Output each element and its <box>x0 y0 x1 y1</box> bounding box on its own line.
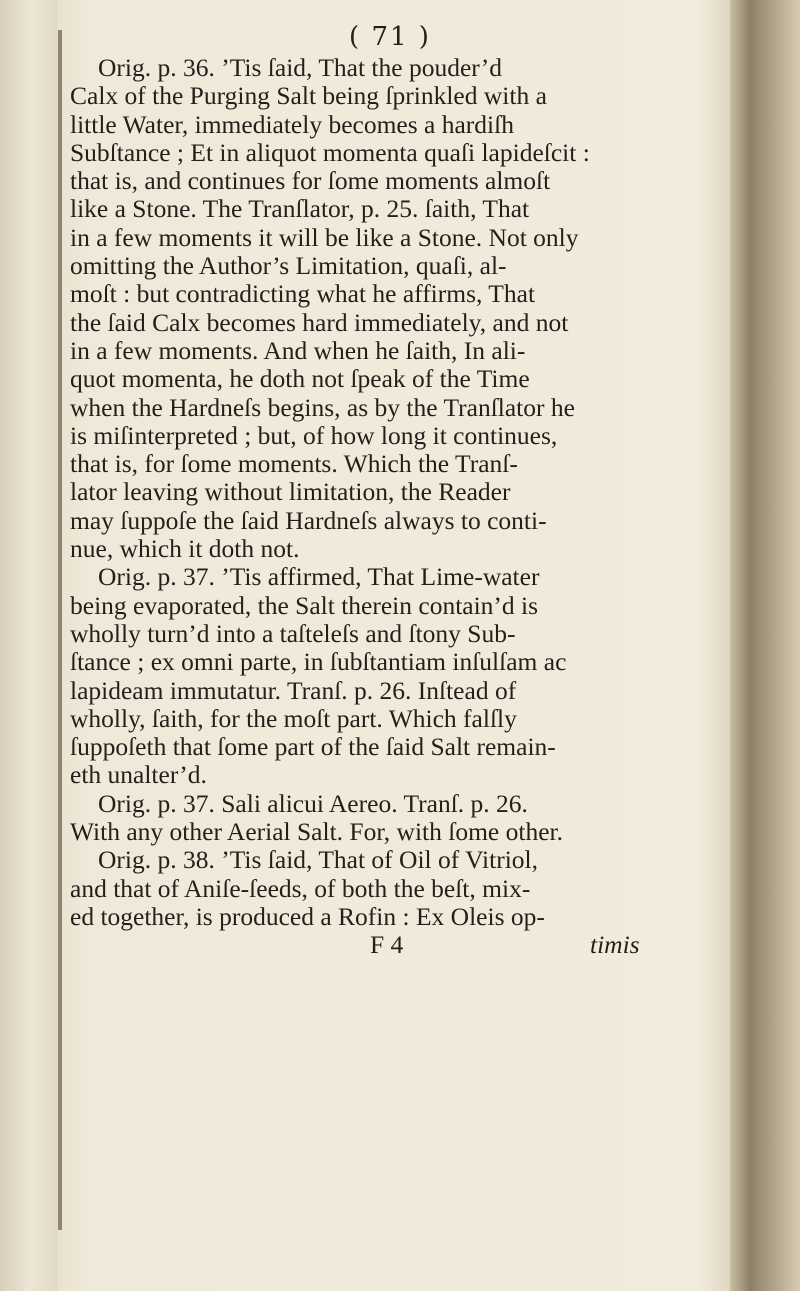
text-line: may ſuppoſe the ſaid Hardneſs always to conti- <box>70 505 547 535</box>
page-number: ( 71 ) <box>349 22 431 52</box>
text-line: being evaporated, the Salt therein contain’d is <box>70 590 539 620</box>
text-line: ed together, is produced a Rofin : Ex Oleis op- <box>70 901 545 931</box>
text-line: ſuppoſeth that ſome part of the ſaid Salt remain- <box>70 732 556 762</box>
text-line: nue, which it doth not. <box>70 534 300 564</box>
text-line: Orig. p. 36. ’Tis ſaid, That the pouder’d <box>98 53 502 82</box>
page-text <box>70 22 710 959</box>
text-line: Orig. p. 38. ’Tis ſaid, That of Oil of Vitriol, <box>98 845 538 875</box>
catchword: timis <box>590 930 640 960</box>
text-line: little Water, immediately becomes a hardiſh <box>70 109 514 139</box>
text-line: With any other Aerial Salt. For, with ſome other. <box>70 817 563 847</box>
binding-fold <box>58 30 62 1230</box>
text-line: that is, and continues for ſome moments almoſt <box>70 166 551 196</box>
text-line: in a few moments. And when he ſaith, In ali- <box>70 335 526 365</box>
text-line: in a few moments it will be like a Stone. Not only <box>70 222 579 252</box>
text-line: and that of Aniſe-ſeeds, of both the beſt, mix- <box>70 873 531 903</box>
text-line: is miſinterpreted ; but, of how long it continues, <box>70 420 558 450</box>
text-line: Subſtance ; Et in aliquot momenta quaſi lapideſcit : <box>70 137 590 167</box>
text-line: lapideam immutatur. Tranſ. p. 26. Inſtead of <box>70 675 517 705</box>
signature-line <box>70 931 710 959</box>
text-line: the ſaid Calx becomes hard immediately, and not <box>70 307 569 337</box>
right-page-edge <box>730 0 800 1291</box>
signature-mark: F 4 <box>370 930 404 960</box>
text-line: moſt : but contradicting what he affirms, That <box>70 279 536 309</box>
text-line: lator leaving without limitation, the Reader <box>70 477 511 507</box>
text-line: Orig. p. 37. ’Tis affirmed, That Lime-water <box>98 562 540 592</box>
text-line: wholly, ſaith, for the moſt part. Which falſly <box>70 703 517 733</box>
text-line: omitting the Author’s Limitation, quaſi, al- <box>70 251 507 281</box>
text-line: wholly turn’d into a taſteleſs and ſtony Sub- <box>70 618 516 648</box>
text-line: ſtance ; ex omni parte, in ſubſtantiam inſulſam ac <box>70 647 567 677</box>
text-line: when the Hardneſs begins, as by the Tranſlator he <box>70 392 575 422</box>
text-line: like a Stone. The Tranſlator, p. 25. ſaith, That <box>70 194 530 224</box>
text-line: quot momenta, he doth not ſpeak of the Time <box>70 364 530 394</box>
left-margin-bleed <box>0 0 58 1291</box>
text-line: Orig. p. 37. Sali alicui Aereo. Tranſ. p. 26. <box>98 788 528 818</box>
text-line: Calx of the Purging Salt being ſprinkled with a <box>70 81 547 111</box>
text-line: that is, for ſome moments. Which the Tranſ- <box>70 449 518 479</box>
text-line: eth unalter’d. <box>70 760 207 790</box>
